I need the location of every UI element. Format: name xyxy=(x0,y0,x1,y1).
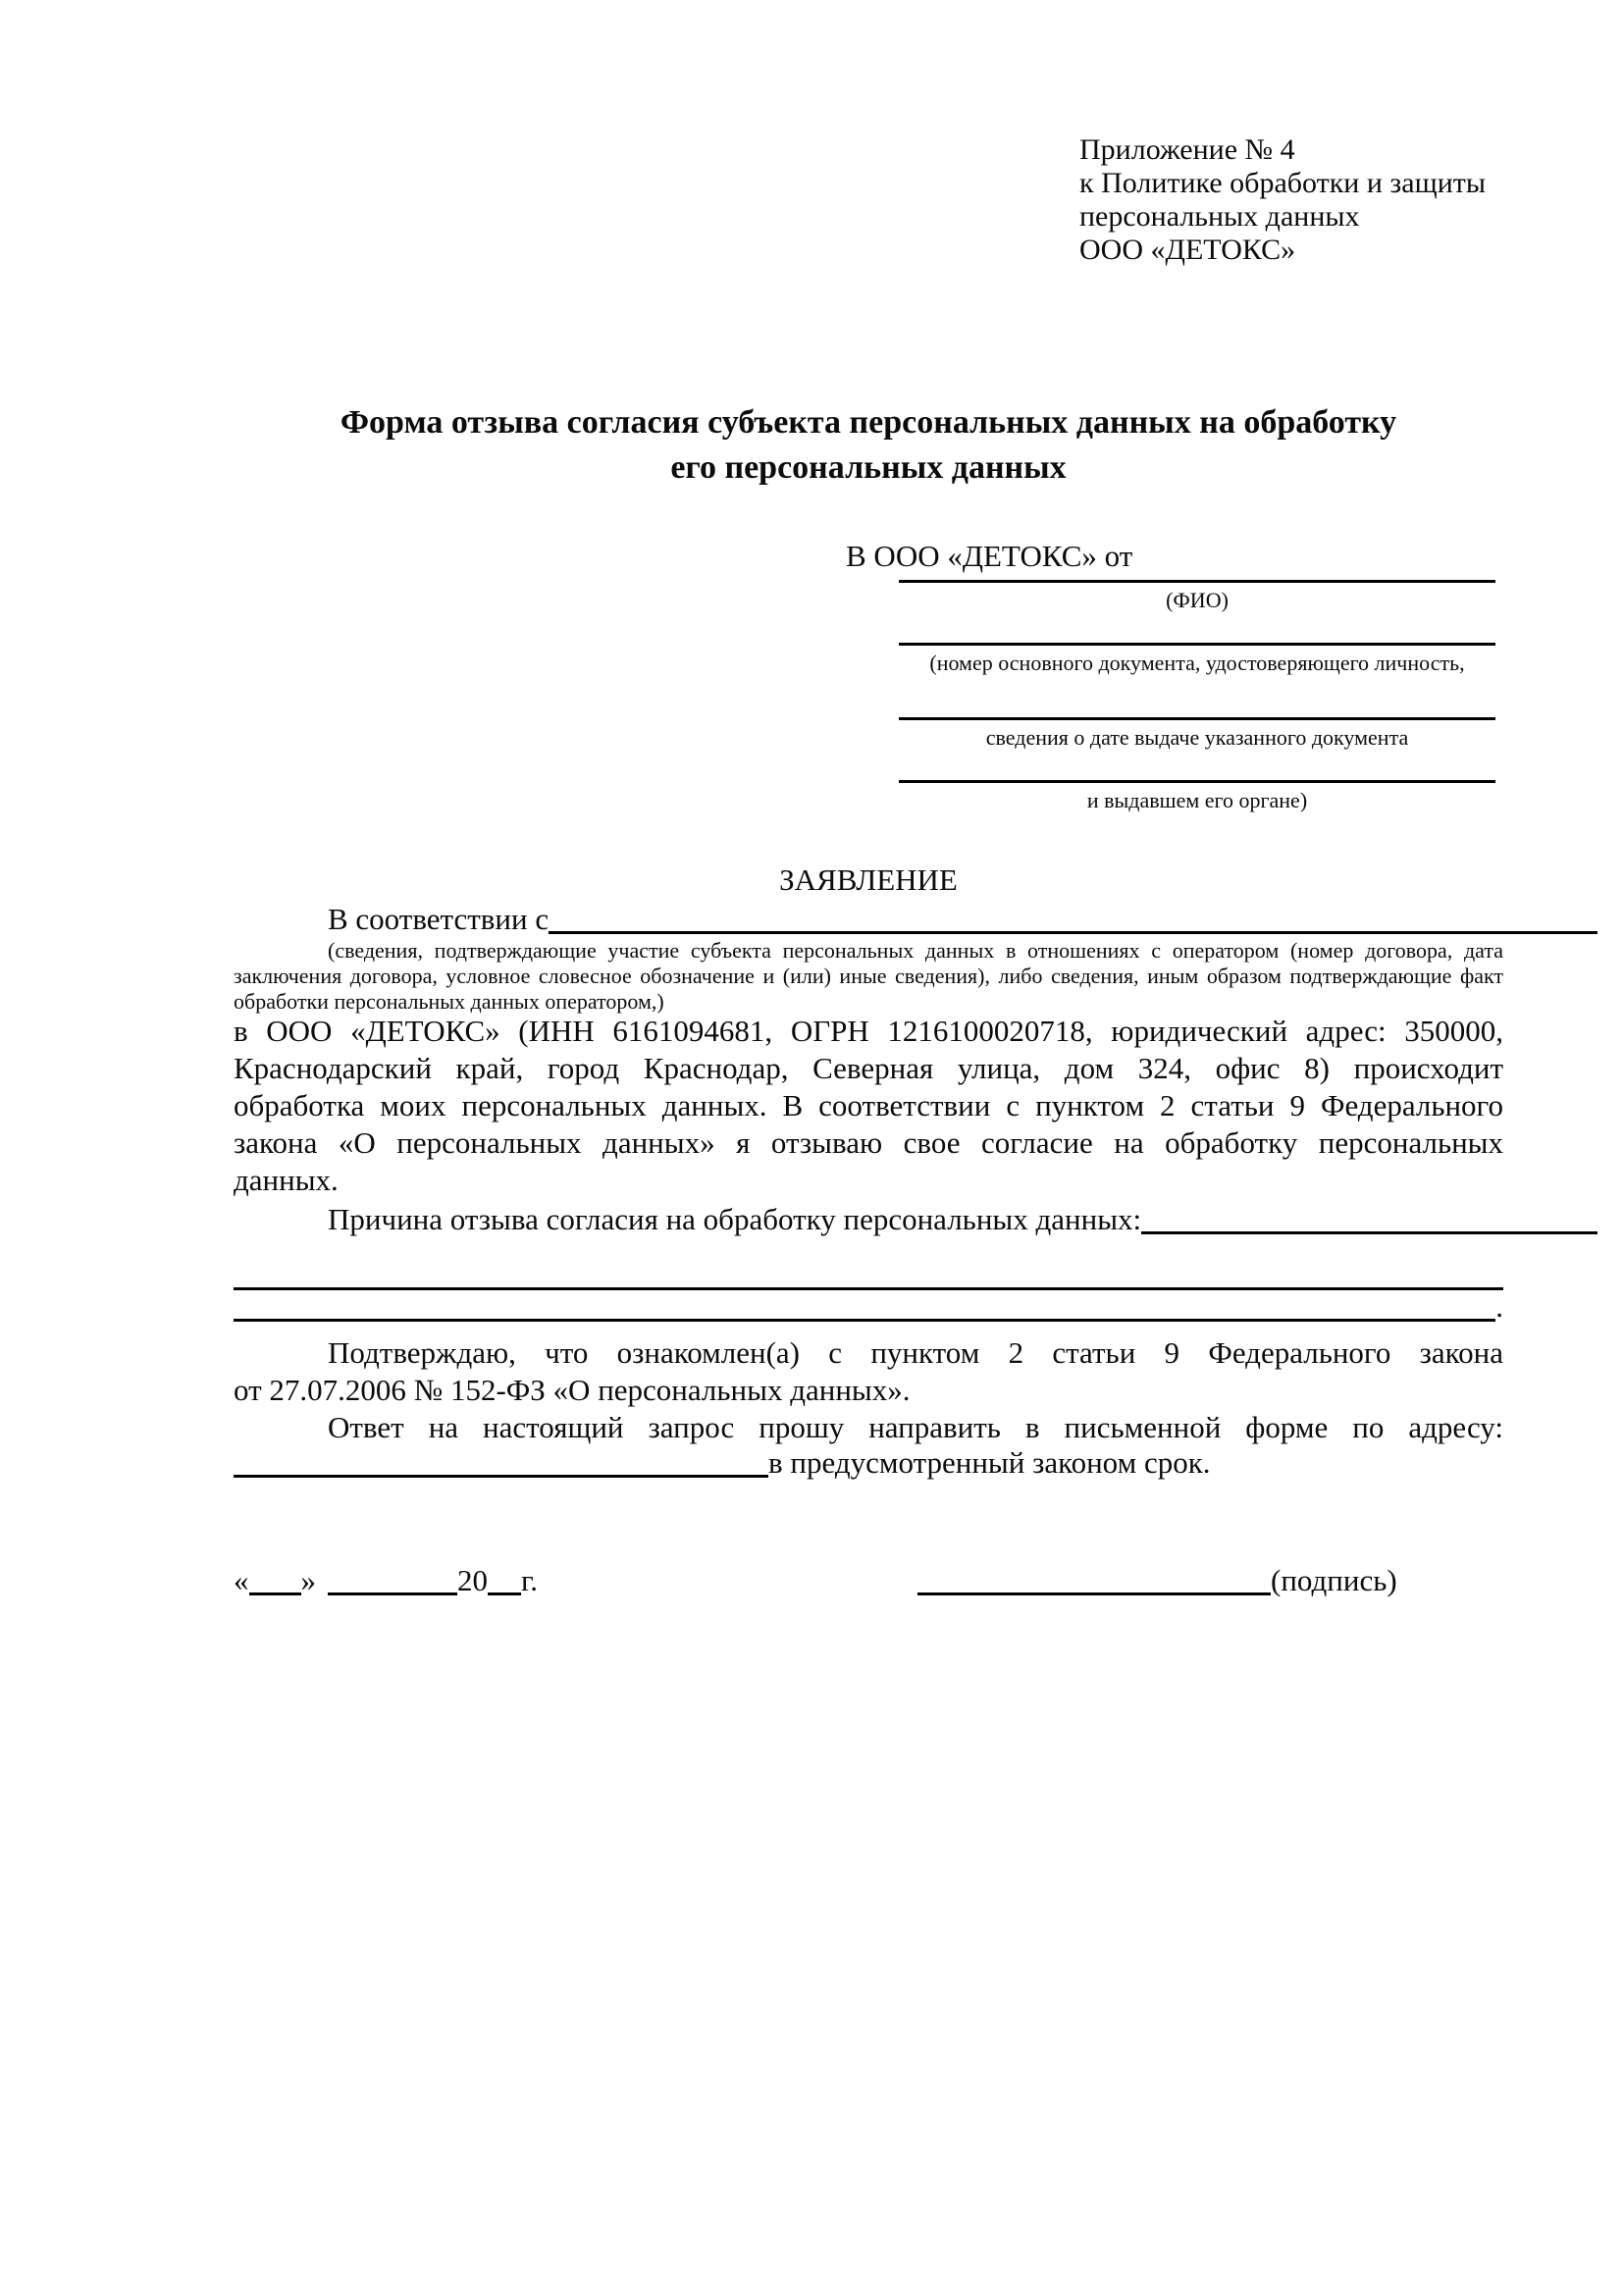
body-line: Краснодарский край, город Краснодар, Северная улица, дом 324, офис 8) происходит xyxy=(234,1051,1503,1085)
appendix-line: к Политике обработки и защиты xyxy=(1079,167,1487,199)
response-tail: в предусмотренный законом срок. xyxy=(768,1445,1211,1480)
basis-note xyxy=(234,938,1503,1015)
appendix-line: ООО «ДЕТОКС» xyxy=(1079,234,1296,266)
document-title-line: Форма отзыва согласия субъекта персональных данных на обработку xyxy=(340,404,1397,441)
appendix-block xyxy=(1079,133,1486,267)
address-blank-line xyxy=(234,1475,768,1478)
body-line: закона «О персональных данных» я отзываю свое согласие на обработку персональных xyxy=(234,1125,1503,1160)
signature-blank-line xyxy=(917,1592,1271,1595)
date-line xyxy=(234,1562,538,1599)
issue-date-blank-line xyxy=(899,717,1495,720)
response-address-row xyxy=(234,1444,1503,1482)
body-paragraph xyxy=(234,1013,1503,1199)
body-line: в ООО «ДЕТОКС» (ИНН 6161094681, ОГРН 1216100020718, юридический адрес: 350000, xyxy=(234,1014,1503,1048)
quote-close: » xyxy=(300,1563,316,1597)
reason-blank-line-3-row xyxy=(234,1288,1503,1326)
reason-row xyxy=(234,1201,1597,1238)
signature-caption: (подпись) xyxy=(1271,1563,1397,1597)
confirmation-line: Подтверждаю, что ознакомлен(а) с пунктом 2 статьи 9 Федерального закона xyxy=(328,1335,1503,1370)
day-blank xyxy=(249,1592,301,1595)
reason-label: Причина отзыва согласия на обработку персональных данных: xyxy=(328,1202,1142,1236)
basis-intro-label: В соответствии с xyxy=(328,902,550,936)
appendix-line: персональных данных xyxy=(1079,200,1360,233)
confirmation-paragraph xyxy=(234,1334,1503,1409)
year-prefix: 20 xyxy=(457,1563,488,1597)
response-line: Ответ на настоящий запрос прошу направить в письменной форме по адресу: xyxy=(328,1410,1503,1444)
issuing-authority-blank-line xyxy=(899,780,1495,783)
year-suffix: г. xyxy=(521,1563,538,1597)
reason-period: . xyxy=(1495,1289,1503,1324)
fio-blank-line xyxy=(899,580,1495,583)
note-line: обработки персональных данных оператором,) xyxy=(234,989,664,1014)
recipient-to-line: В ООО «ДЕТОКС» от xyxy=(846,539,1133,573)
doc-number-caption: (номер основного документа, удостоверяющего личность, xyxy=(929,651,1465,675)
basis-intro-row xyxy=(234,901,1597,938)
fio-caption: (ФИО) xyxy=(1166,588,1229,612)
body-line: данных. xyxy=(234,1163,339,1197)
document-title-line: его персональных данных xyxy=(670,449,1067,486)
statement-heading: ЗАЯВЛЕНИЕ xyxy=(779,862,958,897)
reason-blank-line xyxy=(1141,1231,1597,1234)
note-line: (сведения, подтверждающие участие субъекта персональных данных в отношениях с оператором (номер договора, дата xyxy=(328,938,1503,963)
year-blank xyxy=(488,1592,521,1595)
issue-date-caption: сведения о дате выдаче указанного документа xyxy=(985,725,1409,750)
basis-blank-line xyxy=(549,931,1597,934)
note-line: заключения договора, условное словесное обозначение и (или) иные сведения), либо сведения, иным образом подтверждающие факт xyxy=(234,964,1503,988)
body-line: обработка моих персональных данных. В соответствии с пунктом 2 статьи 9 Федерального xyxy=(234,1088,1503,1122)
confirmation-line: от 27.07.2006 № 152-ФЗ «О персональных данных». xyxy=(234,1373,911,1407)
quote-open: « xyxy=(234,1563,249,1597)
issuing-authority-caption: и выдавшем его органе) xyxy=(1086,788,1308,812)
signature-line xyxy=(917,1562,1397,1599)
appendix-line: Приложение № 4 xyxy=(1079,133,1295,166)
month-blank xyxy=(328,1592,457,1595)
reason-blank-line-3 xyxy=(234,1319,1495,1322)
doc-number-blank-line xyxy=(899,643,1495,646)
document-title xyxy=(234,400,1503,491)
